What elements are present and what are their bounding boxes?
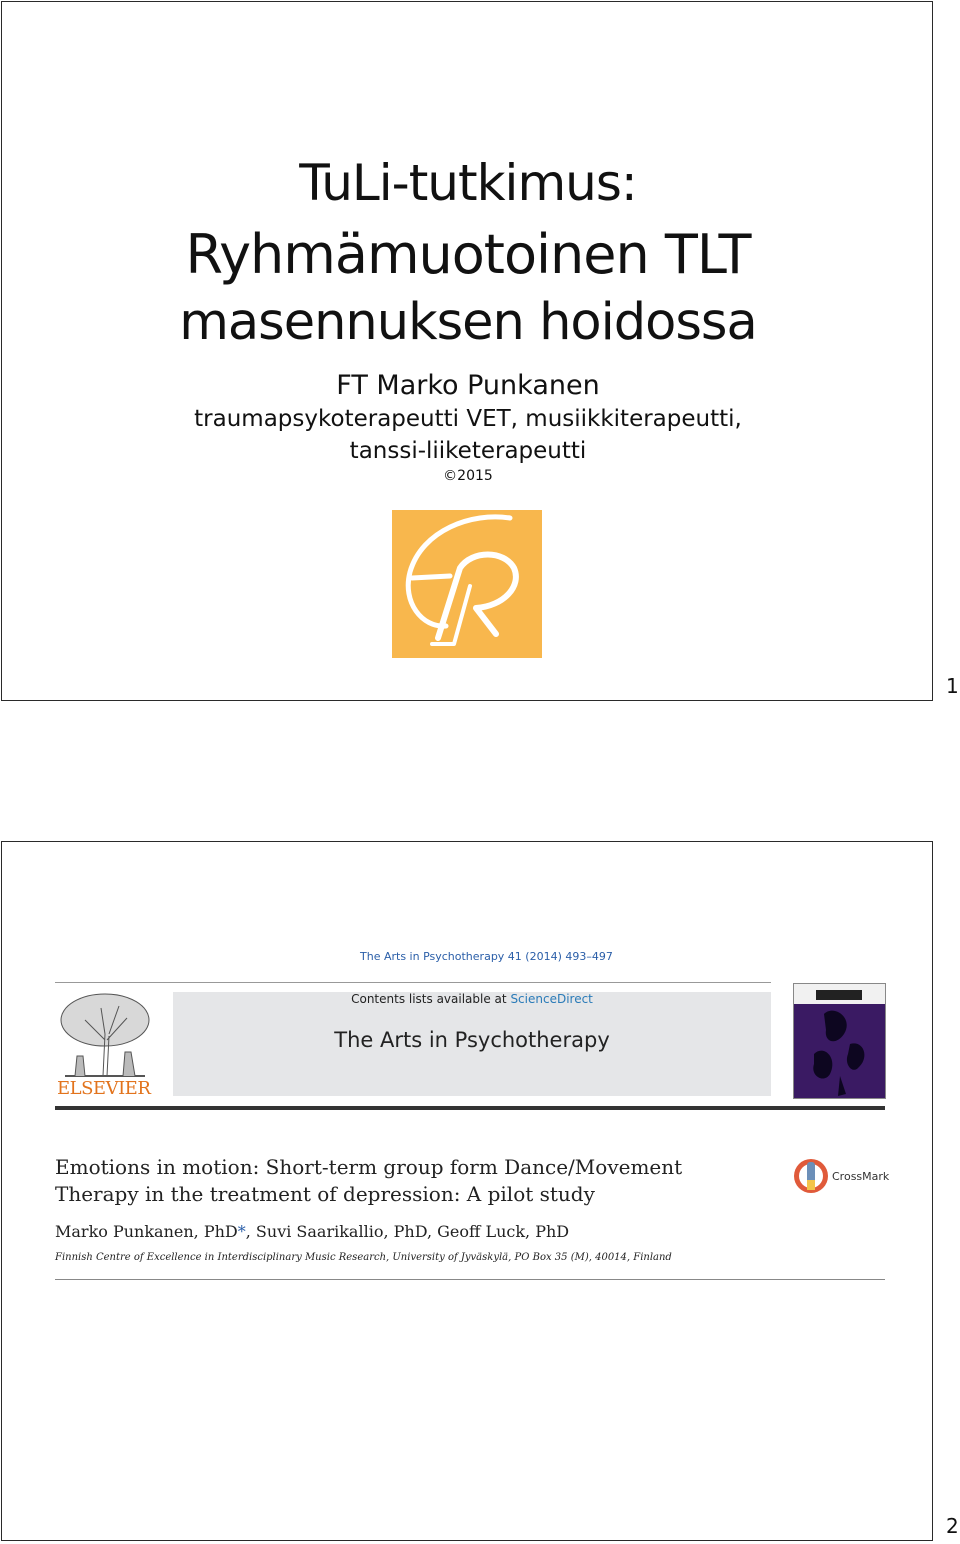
page-number-2: 2 <box>946 1514 959 1538</box>
affiliation-rule <box>55 1279 885 1280</box>
crossmark-icon <box>793 1158 829 1194</box>
slide-1 <box>1 1 933 701</box>
crossmark-label: CrossMark <box>832 1170 890 1183</box>
copyright-notice: ©2015 <box>443 468 493 484</box>
page-number-1: 1 <box>946 674 959 698</box>
tree-icon <box>55 990 153 1080</box>
article-title-line-2: Therapy in the treatment of depression: A pilot study <box>55 1182 595 1206</box>
header-rule <box>55 982 771 983</box>
presenter-name: FT Marko Punkanen <box>336 370 600 401</box>
article-authors <box>55 1222 569 1241</box>
contents-prefix: Contents lists available at <box>351 992 511 1006</box>
presenter-role-line-1: traumapsykoterapeutti VET, musiikkiterapeutti, <box>194 406 742 432</box>
header-thick-rule <box>55 1106 885 1110</box>
author-affiliation: Finnish Centre of Excellence in Interdisciplinary Music Research, University of Jyväskylä, PO Box 35 (M), 40014, Finland <box>55 1252 672 1263</box>
journal-name: The Arts in Psychotherapy <box>334 1028 610 1052</box>
title-line-2: Ryhmämuotoinen TLT <box>185 223 751 286</box>
first-author: Marko Punkanen, PhD <box>55 1222 238 1241</box>
cover-art-icon <box>794 984 885 1098</box>
co-authors: , Suvi Saarikallio, PhD, Geoff Luck, PhD <box>245 1222 570 1241</box>
article-title-line-1: Emotions in motion: Short-term group form Dance/Movement <box>55 1155 683 1179</box>
sciencedirect-link[interactable]: ScienceDirect <box>510 992 593 1006</box>
title-line-3: masennuksen hoidossa <box>179 293 757 352</box>
journal-cover-thumbnail <box>793 983 886 1099</box>
presenter-role-line-2: tanssi-liiketerapeutti <box>349 438 587 464</box>
title-line-1: TuLi-tutkimus: <box>299 154 637 212</box>
slide-2 <box>1 841 933 1541</box>
corresponding-author-marker[interactable]: * <box>237 1222 246 1241</box>
elsevier-wordmark: ELSEVIER <box>57 1078 151 1099</box>
journal-citation: The Arts in Psychotherapy 41 (2014) 493–497 <box>360 950 613 963</box>
er-logo-icon <box>392 510 542 658</box>
contents-availability-line <box>182 992 762 1006</box>
er-logo <box>392 510 542 658</box>
